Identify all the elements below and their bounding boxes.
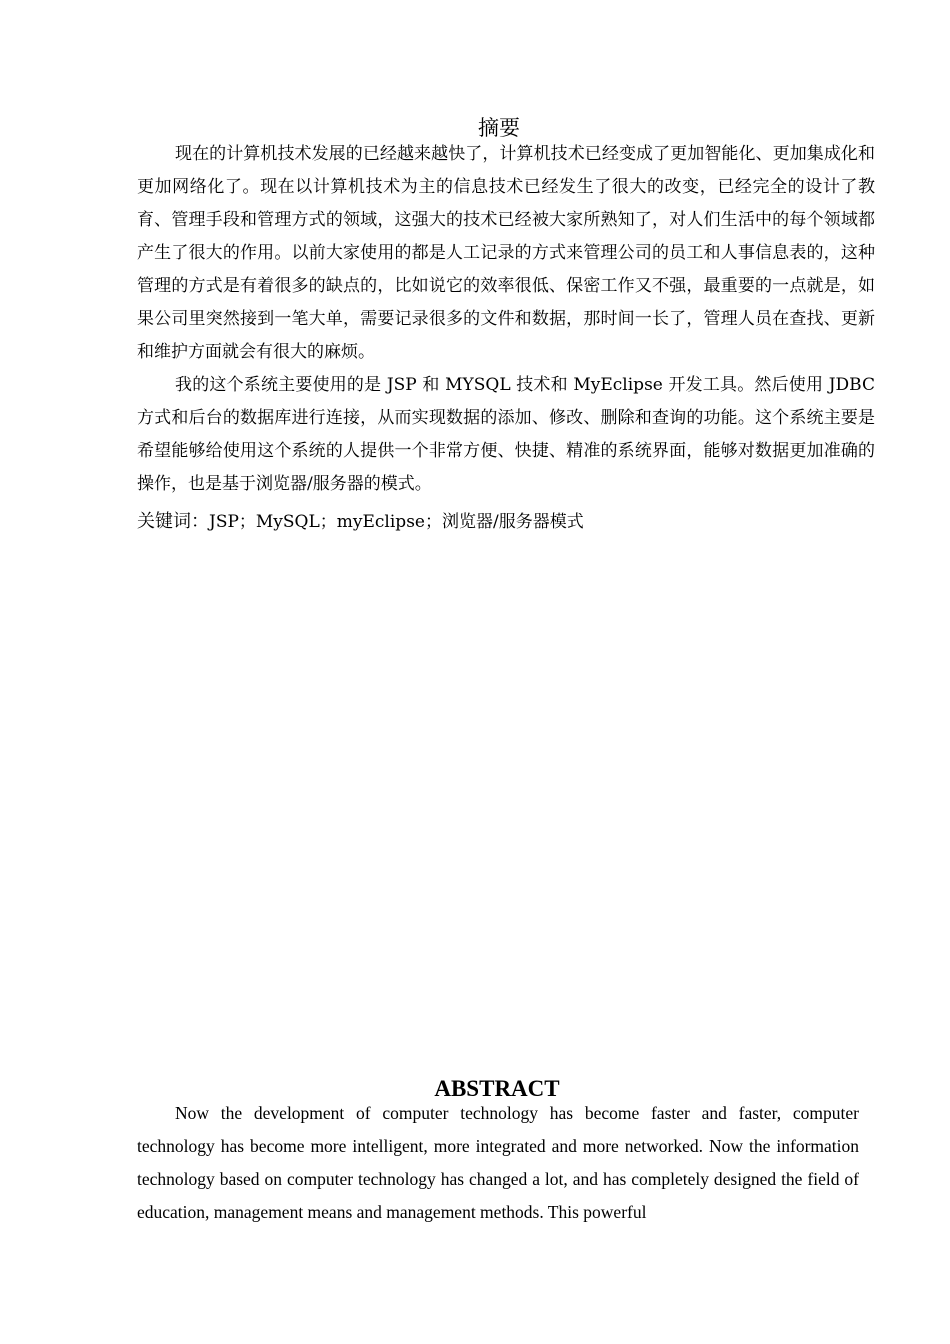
abstract-zh-body	[137, 138, 875, 539]
keywords-line	[137, 505, 875, 539]
abstract-en-title: ABSTRACT	[434, 1076, 560, 1101]
abstract-zh-paragraph-2: 我的这个系统主要使用的是 JSP 和 MYSQL 技术和 MyEclipse 开发工具。然后使用 JDBC 方式和后台的数据库进行连接，从而实现数据的添加、修改、删除和查询的功能。这个系统主要是希望能够给使用这个系统的人提供一个非常方便、快捷、精准的系统界面，能够对数据更加准确的操作，也是基于浏览器/服务器的模式。	[137, 375, 875, 494]
abstract-zh-paragraph-1: 现在的计算机技术发展的已经越来越快了，计算机技术已经变成了更加智能化、更加集成化和更加网络化了。现在以计算机技术为主的信息技术已经发生了很大的改变，已经完全的设计了教育、管理手段和管理方式的领域，这强大的技术已经被大家所熟知了，对人们生活中的每个领域都产生了很大的作用。以前大家使用的都是人工记录的方式来管理公司的员工和人事信息表的，这种管理的方式是有着很多的缺点的，比如说它的效率很低、保密工作又不强，最重要的一点就是，如果公司里突然接到一笔大单，需要记录很多的文件和数据，那时间一长了，管理人员在查找、更新和维护方面就会有很大的麻烦。	[137, 144, 875, 362]
keywords-label: 关键词：	[137, 511, 209, 532]
abstract-en-paragraph-1: Now the development of computer technology has become faster and faster, computer technology has become more intelligent, more integrated and more networked. Now the information technology based on computer technology has changed a lot, and has completely designed the field of education, management means and management methods. This powerful	[137, 1103, 859, 1222]
abstract-en-body	[137, 1097, 859, 1229]
keywords-text: JSP；MySQL；myEclipse；浏览器/服务器模式	[209, 512, 584, 532]
abstract-zh-title: 摘要	[478, 116, 520, 140]
